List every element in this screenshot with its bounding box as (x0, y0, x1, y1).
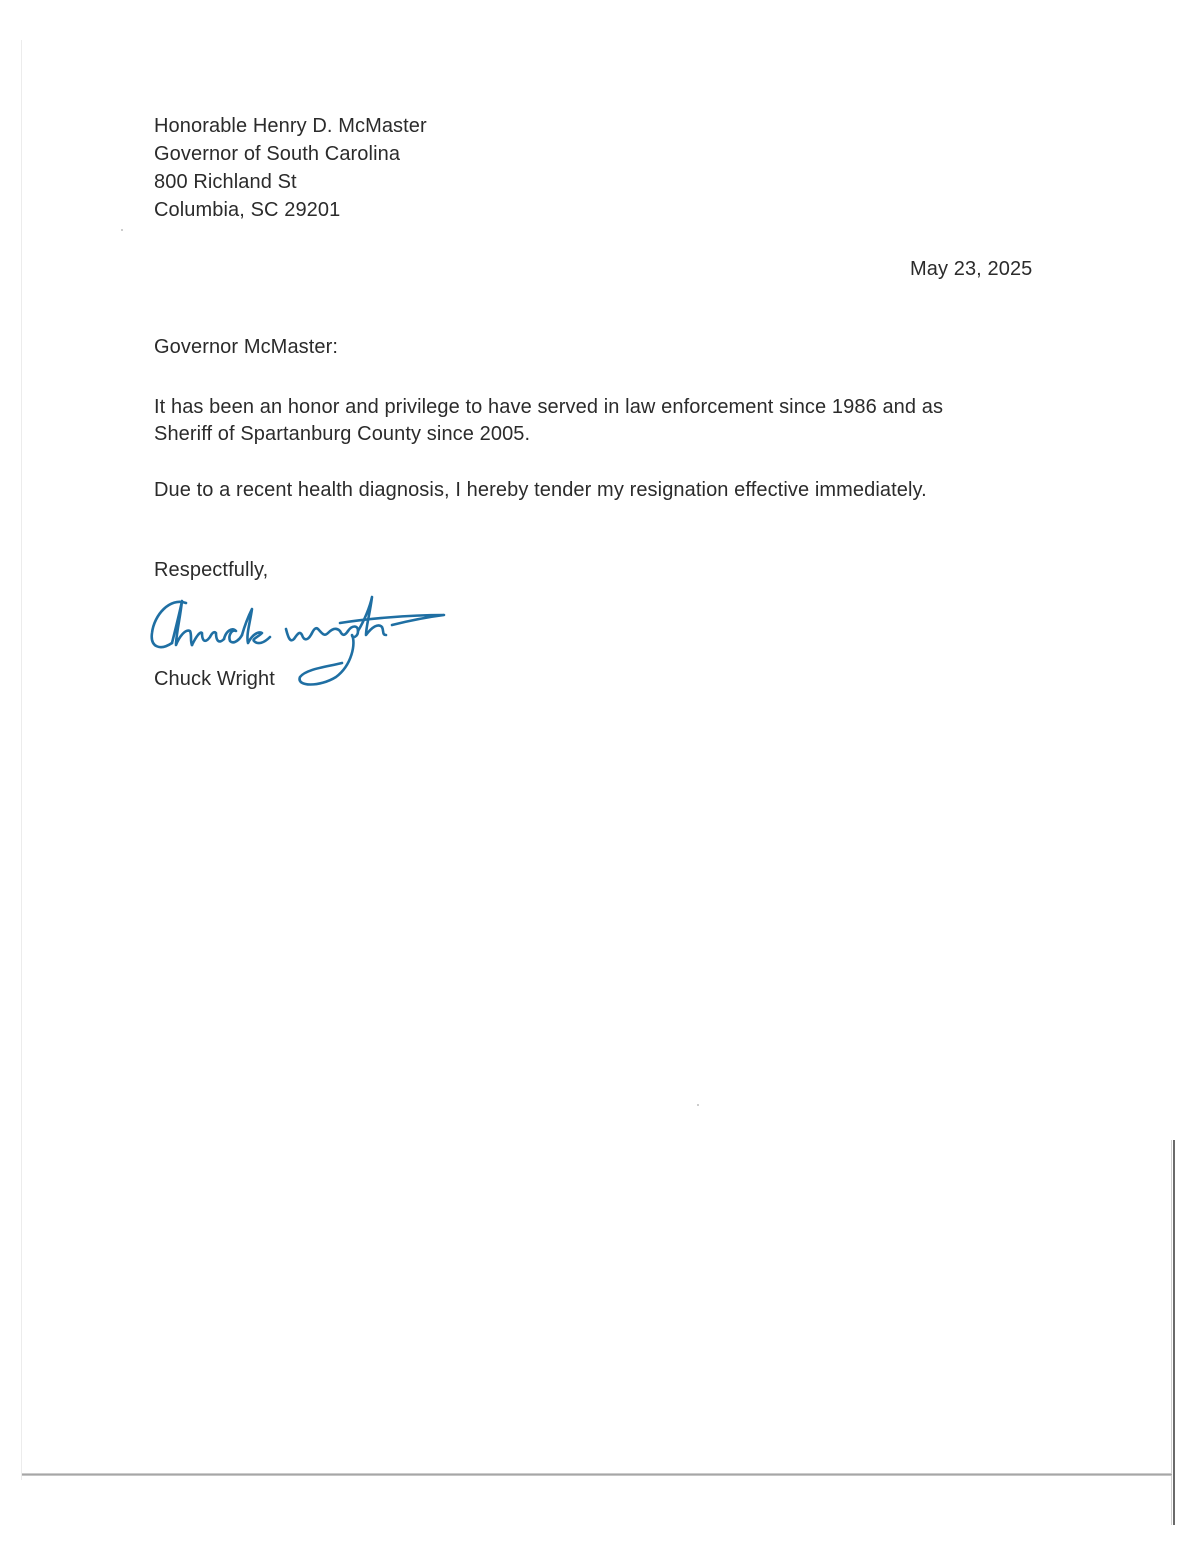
scan-edge-right-shadow (1171, 1140, 1172, 1525)
scan-bottom-line (22, 1473, 1172, 1476)
signature-stroke (340, 615, 444, 625)
recipient-city-state-zip: Columbia, SC 29201 (154, 199, 341, 221)
scan-edge-right (1173, 1140, 1175, 1525)
recipient-address-block (154, 112, 427, 224)
scan-edge-left (21, 40, 22, 1480)
letter-date: May 23, 2025 (910, 258, 1033, 280)
signature-stroke (300, 627, 358, 685)
body-paragraph-1-line-2: Sheriff of Spartanburg County since 2005. (154, 423, 531, 445)
signature-stroke (286, 628, 318, 640)
body-paragraph-2: Due to a recent health diagnosis, I hereby tender my resignation effective immediately. (154, 479, 927, 501)
recipient-title: Governor of South Carolina (154, 143, 401, 165)
scan-speck (697, 1104, 699, 1106)
scan-speck (121, 229, 123, 231)
signature-stroke (172, 601, 192, 645)
closing: Respectfully, (154, 559, 269, 581)
signature-stroke (318, 629, 348, 635)
signature-stroke (242, 609, 270, 643)
signature-stroke (358, 597, 386, 635)
recipient-name: Honorable Henry D. McMaster (154, 115, 427, 137)
signature-stroke (192, 632, 224, 645)
signature-stroke (224, 629, 242, 642)
body-paragraph-1 (154, 393, 943, 447)
signer-name: Chuck Wright (154, 668, 275, 690)
salutation: Governor McMaster: (154, 336, 339, 358)
recipient-street: 800 Richland St (154, 171, 297, 193)
body-paragraph-1-line-1: It has been an honor and privilege to have served in law enforcement since 1986 and as (154, 396, 944, 418)
